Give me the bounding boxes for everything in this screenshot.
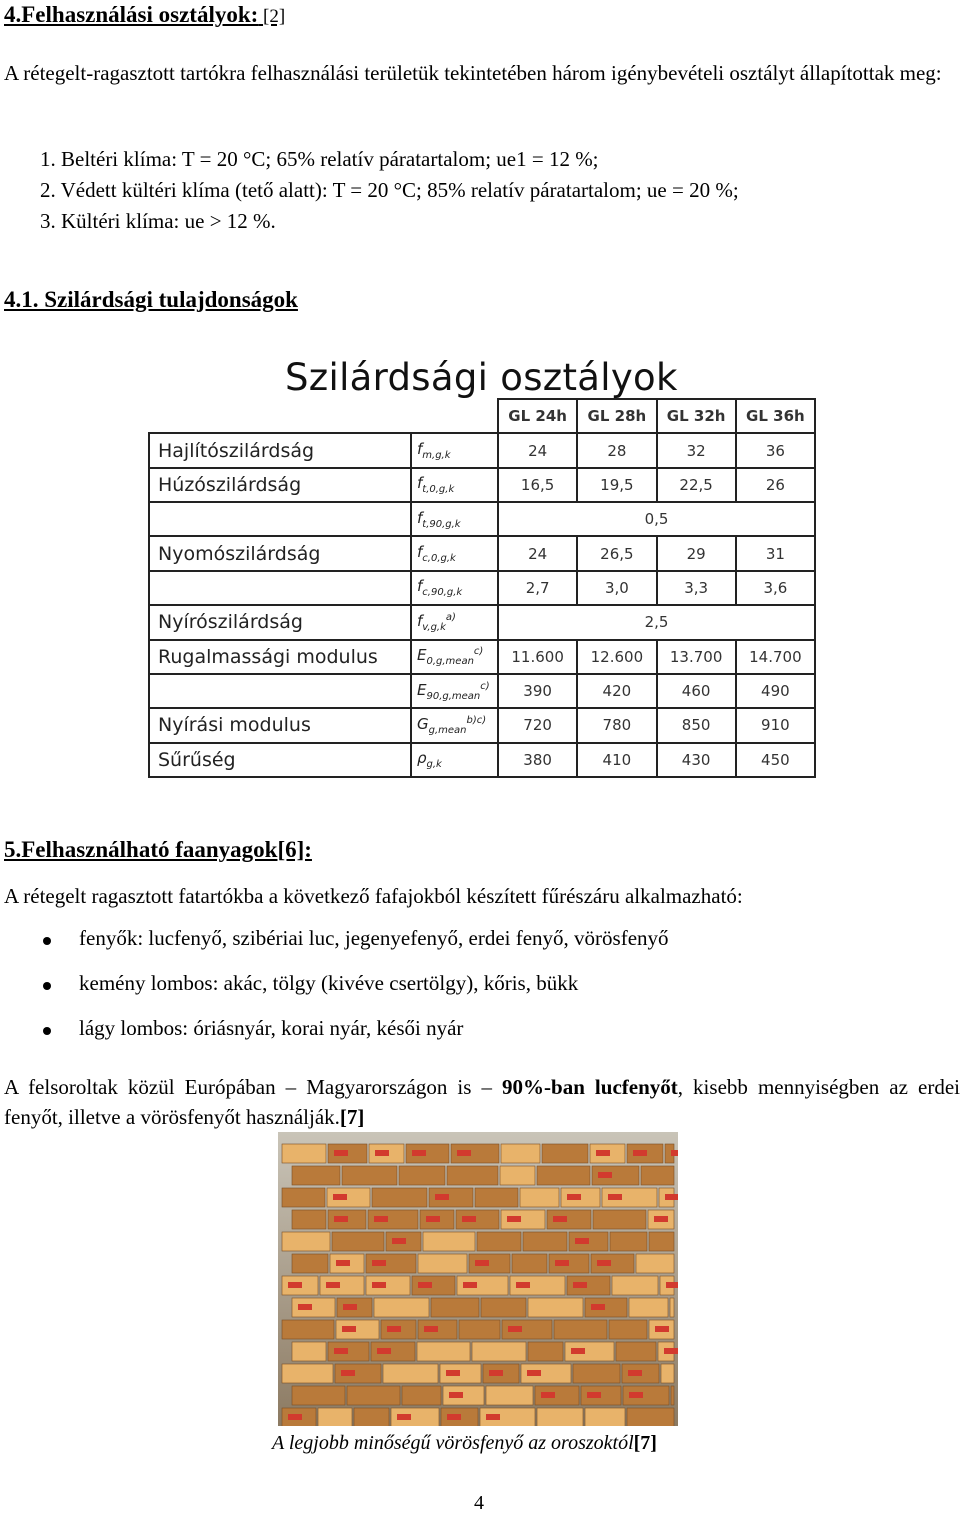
- property-symbol: [411, 743, 498, 777]
- table-cell-value: 3,0: [577, 571, 656, 605]
- symbol-letter: f: [417, 474, 423, 493]
- property-name-empty: [149, 674, 411, 708]
- property-name-empty: [149, 502, 411, 536]
- board-end: [649, 1232, 674, 1251]
- board-end: [537, 1166, 590, 1185]
- symbol-subscript: c,0,g,k: [422, 553, 456, 565]
- table-cell-value: 16,5: [498, 468, 577, 502]
- section-4-1-heading: 4.1. Szilárdsági tulajdonságok: [4, 287, 298, 312]
- table-cell-value: 380: [498, 743, 577, 777]
- table-row: [149, 571, 815, 605]
- red-marking: [457, 1150, 471, 1156]
- board-end: [423, 1232, 475, 1251]
- red-marking: [288, 1414, 302, 1420]
- table-cell-value: 26,5: [577, 536, 656, 570]
- table-cell-value: 460: [657, 674, 736, 708]
- symbol-footnote: b)c): [466, 714, 487, 726]
- symbol-letter: E: [417, 646, 427, 665]
- bullet-item-1: fenyők: lucfenyő, szibériai luc, jegenyefenyő, erdei fenyő, vörösfenyő: [79, 926, 669, 950]
- table-cell-value: 850: [657, 708, 736, 742]
- property-name: Nyírási modulus: [149, 708, 411, 742]
- red-marking: [418, 1282, 432, 1288]
- board-end: [636, 1254, 674, 1273]
- red-marking: [489, 1370, 503, 1376]
- property-symbol: [411, 536, 498, 570]
- board-end: [318, 1408, 352, 1426]
- table-cell-value: 24: [498, 536, 577, 570]
- red-marking: [575, 1238, 589, 1244]
- lumber-stack-photo: [278, 1132, 678, 1426]
- table-cell-value: 28: [577, 433, 656, 467]
- table-row: [149, 743, 815, 777]
- table-cell-value: 910: [736, 708, 815, 742]
- red-marking: [507, 1216, 521, 1222]
- symbol-subscript: v,g,k: [422, 621, 446, 633]
- table-cell-value: 3,3: [657, 571, 736, 605]
- red-marking: [541, 1392, 555, 1398]
- symbol-letter: E: [417, 680, 427, 699]
- table-cell-value: 0,5: [498, 502, 815, 536]
- board-end: [627, 1408, 674, 1426]
- board-end: [661, 1364, 674, 1383]
- red-marking: [567, 1194, 581, 1200]
- red-marking: [326, 1282, 340, 1288]
- board-end: [282, 1144, 326, 1163]
- board-end: [418, 1254, 467, 1273]
- red-marking: [372, 1282, 386, 1288]
- property-symbol: [411, 502, 498, 536]
- board-end: [332, 1232, 384, 1251]
- red-marking: [591, 1304, 605, 1310]
- red-marking: [475, 1260, 489, 1266]
- red-marking: [392, 1238, 406, 1244]
- symbol-letter: f: [417, 543, 423, 562]
- board-end: [512, 1254, 547, 1273]
- table-cell-value: 720: [498, 708, 577, 742]
- board-end: [292, 1386, 345, 1405]
- board-end: [528, 1298, 583, 1317]
- red-marking: [664, 1348, 678, 1354]
- board-end: [447, 1166, 498, 1185]
- board-end: [292, 1166, 340, 1185]
- board-end: [292, 1342, 326, 1361]
- property-symbol: [411, 708, 498, 742]
- board-end: [417, 1342, 470, 1361]
- table-cell-value: 420: [577, 674, 656, 708]
- bullet-dot-icon: [43, 937, 51, 945]
- strength-class-table: [148, 398, 816, 778]
- board-end: [282, 1364, 333, 1383]
- red-marking: [508, 1326, 522, 1332]
- paragraph-part-a: A felsoroltak közül Európában – Magyarországon is –: [4, 1075, 492, 1099]
- bullet-item-2: kemény lombos: akác, tölgy (kivéve csertölgy), kőris, bükk: [79, 971, 579, 995]
- red-marking: [527, 1370, 541, 1376]
- table-cell-value: 430: [657, 743, 736, 777]
- red-marking: [341, 1370, 355, 1376]
- table-title: Szilárdsági osztályok: [285, 356, 678, 399]
- red-marking: [387, 1326, 401, 1332]
- photo-caption: [272, 1432, 657, 1455]
- property-name: Sűrűség: [149, 743, 411, 777]
- red-marking: [375, 1150, 389, 1156]
- red-marking: [333, 1194, 347, 1200]
- symbol-footnote: c): [473, 646, 484, 658]
- table-cell-value: 13.700: [657, 640, 736, 674]
- table-row: [149, 433, 815, 467]
- board-end: [402, 1386, 441, 1405]
- property-symbol: [411, 468, 498, 502]
- photo-caption-reference: [7]: [633, 1432, 657, 1454]
- table-cell-value: 29: [657, 536, 736, 570]
- red-marking: [598, 1172, 612, 1178]
- board-end: [481, 1298, 526, 1317]
- table-row: [149, 502, 815, 536]
- board-end: [537, 1408, 583, 1426]
- red-marking: [397, 1414, 411, 1420]
- red-marking: [447, 1414, 461, 1420]
- red-marking: [334, 1216, 348, 1222]
- bullet-dot-icon: [43, 982, 51, 990]
- red-marking: [516, 1282, 530, 1288]
- table-row: [149, 708, 815, 742]
- section-4-heading-text: 4.Felhasználási osztályok:: [4, 2, 259, 27]
- symbol-footnote: a): [445, 611, 456, 623]
- symbol-letter: ρ: [417, 749, 427, 768]
- symbol-letter: f: [417, 508, 423, 527]
- board-end: [542, 1144, 588, 1163]
- board-end: [347, 1386, 400, 1405]
- red-marking: [412, 1150, 426, 1156]
- section-5-intro: A rétegelt ragasztott fatartókba a következő fafajokból készített fűrészáru alkalmazható:: [4, 884, 743, 908]
- property-symbol: [411, 605, 498, 639]
- table-cell-value: 450: [736, 743, 815, 777]
- red-marking: [553, 1216, 567, 1222]
- board-end: [472, 1342, 526, 1361]
- photo-caption-text: A legjobb minőségű vörösfenyő az oroszoktól: [272, 1432, 634, 1454]
- symbol-subscript: g,mean: [428, 724, 467, 736]
- red-marking: [462, 1216, 476, 1222]
- board-end: [374, 1298, 429, 1317]
- symbol-letter: f: [417, 577, 423, 596]
- symbol-letter: G: [417, 714, 429, 733]
- board-end: [372, 1188, 427, 1207]
- table-cell-value: 2,7: [498, 571, 577, 605]
- table-cell-value: 2,5: [498, 605, 815, 639]
- table-cell-value: 36: [736, 433, 815, 467]
- table-cell-value: 390: [498, 674, 577, 708]
- red-marking: [665, 1194, 678, 1200]
- board-end: [431, 1298, 479, 1317]
- board-end: [528, 1342, 563, 1361]
- board-end: [616, 1342, 656, 1361]
- table-cell-value: 14.700: [736, 640, 815, 674]
- red-marking: [377, 1348, 391, 1354]
- table-header-gl36h: GL 36h: [736, 399, 815, 433]
- board-end: [459, 1320, 500, 1339]
- red-marking: [671, 1150, 678, 1156]
- symbol-subscript: c,90,g,k: [422, 587, 463, 599]
- bullet-dot-icon: [43, 1027, 51, 1035]
- board-end: [609, 1320, 647, 1339]
- lumber-stack-illustration: [278, 1132, 678, 1426]
- board-end: [292, 1254, 328, 1273]
- symbol-letter: f: [417, 440, 423, 459]
- symbol-subscript: t,0,g,k: [422, 484, 455, 496]
- climate-item-1: 1. Beltéri klíma: T = 20 °C; 65% relatív páratartalom; ue1 = 12 %;: [40, 147, 599, 171]
- property-symbol: [411, 571, 498, 605]
- table-row: [149, 605, 815, 639]
- table-row: [149, 640, 815, 674]
- red-marking: [288, 1282, 302, 1288]
- paragraph-part-b: , kisebb mennyiségben az erdei fenyőt, illetve a vörösfenyőt használják.: [4, 1075, 960, 1129]
- board-end: [641, 1166, 674, 1185]
- property-name: Nyomószilárdság: [149, 536, 411, 570]
- board-end: [282, 1232, 330, 1251]
- board-end: [486, 1386, 533, 1405]
- table-cell-value: 490: [736, 674, 815, 708]
- board-end: [523, 1232, 567, 1251]
- section-5-heading: [4, 837, 312, 863]
- table-header-gl28h: GL 28h: [577, 399, 656, 433]
- board-end: [554, 1320, 607, 1339]
- board-end: [671, 1386, 674, 1405]
- board-end: [670, 1298, 674, 1317]
- section-4-heading: [4, 2, 285, 28]
- section-5-paragraph: [4, 1072, 960, 1132]
- climate-item-3: 3. Kültéri klíma: ue > 12 %.: [40, 209, 276, 233]
- board-end: [292, 1210, 326, 1229]
- symbol-letter: f: [417, 611, 423, 630]
- symbol-subscript: m,g,k: [422, 450, 451, 462]
- board-end: [610, 1232, 647, 1251]
- red-marking: [654, 1216, 668, 1222]
- red-marking: [449, 1392, 463, 1398]
- table-cell-value: 3,6: [736, 571, 815, 605]
- board-end: [342, 1166, 397, 1185]
- table-header-row: [149, 399, 815, 433]
- red-marking: [571, 1348, 585, 1354]
- board-end: [399, 1166, 445, 1185]
- table-cell-value: 22,5: [657, 468, 736, 502]
- red-marking: [655, 1326, 669, 1332]
- board-end: [477, 1232, 521, 1251]
- board-end: [500, 1166, 535, 1185]
- property-name: Hajlítószilárdság: [149, 433, 411, 467]
- red-marking: [342, 1326, 356, 1332]
- paragraph-reference: [7]: [339, 1105, 365, 1129]
- table-cell-value: 11.600: [498, 640, 577, 674]
- section-5-reference: [6]:: [277, 837, 312, 862]
- red-marking: [486, 1414, 500, 1420]
- red-marking: [334, 1348, 348, 1354]
- property-symbol: [411, 640, 498, 674]
- red-marking: [629, 1392, 643, 1398]
- red-marking: [446, 1370, 460, 1376]
- red-marking: [587, 1392, 601, 1398]
- red-marking: [435, 1194, 449, 1200]
- table-cell-value: 410: [577, 743, 656, 777]
- table-cell-value: 31: [736, 536, 815, 570]
- board-end: [475, 1188, 518, 1207]
- board-end: [585, 1408, 625, 1426]
- board-end: [501, 1144, 540, 1163]
- symbol-subscript: 90,g,mean: [426, 690, 481, 702]
- section-4-reference: [2]: [263, 6, 286, 27]
- board-end: [593, 1210, 646, 1229]
- red-marking: [424, 1326, 438, 1332]
- table-row: [149, 468, 815, 502]
- board-end: [282, 1320, 334, 1339]
- board-end: [383, 1364, 438, 1383]
- red-marking: [633, 1150, 647, 1156]
- symbol-subscript: 0,g,mean: [426, 656, 474, 668]
- table-cell-value: 32: [657, 433, 736, 467]
- property-name: Nyírószilárdság: [149, 605, 411, 639]
- section-5-heading-text: 5.Felhasználható faanyagok: [4, 837, 278, 862]
- red-marking: [608, 1194, 622, 1200]
- table-cell-value: 780: [577, 708, 656, 742]
- property-name-empty: [149, 571, 411, 605]
- red-marking: [343, 1304, 357, 1310]
- property-symbol: [411, 433, 498, 467]
- table-cell-value: 12.600: [577, 640, 656, 674]
- red-marking: [628, 1370, 642, 1376]
- red-marking: [573, 1282, 587, 1288]
- symbol-subscript: g,k: [426, 759, 442, 771]
- red-marking: [334, 1150, 348, 1156]
- table-cell-value: 19,5: [577, 468, 656, 502]
- table-header-gl32h: GL 32h: [657, 399, 736, 433]
- red-marking: [298, 1304, 312, 1310]
- table-row: [149, 674, 815, 708]
- board-end: [573, 1364, 620, 1383]
- red-marking: [597, 1260, 611, 1266]
- red-marking: [336, 1260, 350, 1266]
- table-cell-value: 26: [736, 468, 815, 502]
- red-marking: [555, 1260, 569, 1266]
- red-marking: [463, 1282, 477, 1288]
- table-header-blank: [149, 399, 498, 433]
- table-cell-value: 24: [498, 433, 577, 467]
- board-end: [354, 1408, 389, 1426]
- table-header-gl24h: GL 24h: [498, 399, 577, 433]
- red-marking: [666, 1282, 678, 1288]
- symbol-subscript: t,90,g,k: [422, 518, 461, 530]
- table-row: [149, 536, 815, 570]
- board-end: [629, 1298, 668, 1317]
- page-number: 4: [474, 1492, 484, 1514]
- paragraph-emphasis: 90%-ban lucfenyőt: [502, 1075, 678, 1099]
- property-name: Rugalmassági modulus: [149, 640, 411, 674]
- red-marking: [596, 1150, 610, 1156]
- red-marking: [372, 1260, 386, 1266]
- red-marking: [426, 1216, 440, 1222]
- board-end: [520, 1188, 559, 1207]
- property-name: Húzószilárdság: [149, 468, 411, 502]
- climate-item-2: 2. Védett kültéri klíma (tető alatt): T = 20 °C; 85% relatív páratartalom; ue = 20 %;: [40, 178, 739, 202]
- symbol-footnote: c): [480, 680, 490, 692]
- board-end: [612, 1276, 658, 1295]
- bullet-item-3: lágy lombos: óriásnyár, korai nyár, késői nyár: [79, 1016, 464, 1040]
- red-marking: [374, 1216, 388, 1222]
- section-4-intro: A rétegelt-ragasztott tartókra felhasználási területük tekintetében három igénybevételi osztályt állapítottak meg:: [4, 61, 942, 85]
- property-symbol: [411, 674, 498, 708]
- board-end: [282, 1188, 325, 1207]
